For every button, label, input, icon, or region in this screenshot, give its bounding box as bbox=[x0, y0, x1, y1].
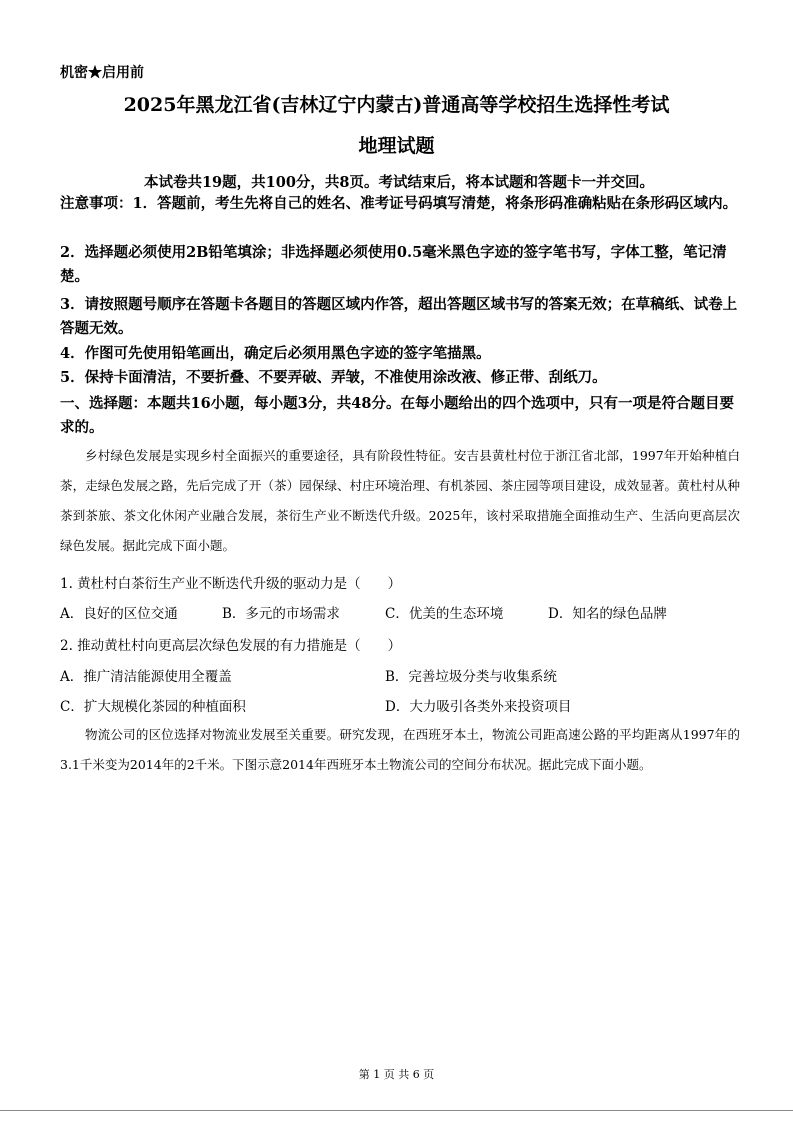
exam-subject: 地理试题 bbox=[358, 135, 435, 157]
note-2: 2．选择题必须使用2B铅笔填涂；非选择题必须使用0.5毫米黑色字迹的签字笔书写，字体工整，笔记清楚。 bbox=[60, 244, 727, 285]
q1-option-d: D．知名的绿色品牌 bbox=[548, 606, 667, 622]
note-4: 4．作图可先使用铅笔画出，确定后必须用黑色字迹的签字笔描黑。 bbox=[60, 345, 491, 362]
q1-option-b: B．多元的市场需求 bbox=[222, 606, 340, 622]
page-number: 第 1 页 共 6 页 bbox=[358, 1068, 435, 1081]
q2-option-b: B．完善垃圾分类与收集系统 bbox=[385, 669, 557, 685]
exam-title: 2025年黑龙江省(吉林辽宁内蒙古)普通高等学校招生选择性考试 bbox=[123, 94, 670, 116]
q2-option-a: A．推广清洁能源使用全覆盖 bbox=[60, 669, 232, 685]
question-2-stem: 2. 推动黄杜村向更高层次绿色发展的有力措施是（ ） bbox=[60, 638, 402, 654]
bottom-divider bbox=[0, 1110, 793, 1111]
confidential-label: 机密★启用前 bbox=[60, 65, 144, 81]
q2-option-c: C．扩大规模化茶园的种植面积 bbox=[60, 699, 246, 715]
exam-intro: 本试卷共19题，共100分，共8页。考试结束后，将本试题和答题卡一并交回。 bbox=[143, 174, 655, 191]
q2-option-d: D．大力吸引各类外来投资项目 bbox=[385, 699, 572, 715]
section-heading: 一、选择题：本题共16小题，每小题3分，共48分。在每小题给出的四个选项中，只有一项是符合题目要求的。 bbox=[60, 395, 734, 436]
passage-2: 物流公司的区位选择对物流业发展至关重要。研究发现，在西班牙本土，物流公司距高速公路的平均距离从1997年的3.1千米变为2014年的2千米。下图示意2014年西班牙本土物流公司的空间分布状况。据此完成下面小题。 bbox=[60, 727, 740, 772]
question-1-stem: 1. 黄杜村白茶衍生产业不断迭代升级的驱动力是（ ） bbox=[60, 576, 402, 592]
q1-option-c: C．优美的生态环境 bbox=[385, 606, 504, 622]
note-5: 5．保持卡面清洁，不要折叠、不要弄破、弄皱，不准使用涂改液、修正带、刮纸刀。 bbox=[60, 369, 607, 386]
q1-option-a: A．良好的区位交通 bbox=[60, 606, 178, 622]
passage-1: 乡村绿色发展是实现乡村全面振兴的重要途径，具有阶段性特征。安吉县黄杜村位于浙江省北部，1997年开始种植白茶，走绿色发展之路，先后完成了开（茶）园保绿、村庄环境治理、有机茶园、茶庄园等项目建设，成效显著。黄杜村从种茶到茶旅、茶文化休闲产业融合发展，茶衍生产业不断迭代升级。2025年，该村采取措施全面推动生产、生活向更高层次绿色发展。据此完成下面小题。 bbox=[60, 448, 740, 553]
note-3: 3．请按照题号顺序在答题卡各题目的答题区域内作答，超出答题区域书写的答案无效；在草稿纸、试卷上答题无效。 bbox=[60, 296, 738, 337]
note-1: 注意事项：1．答题前，考生先将自己的姓名、准考证号码填写清楚，将条形码准确粘贴在条形码区域内。 bbox=[60, 195, 738, 212]
